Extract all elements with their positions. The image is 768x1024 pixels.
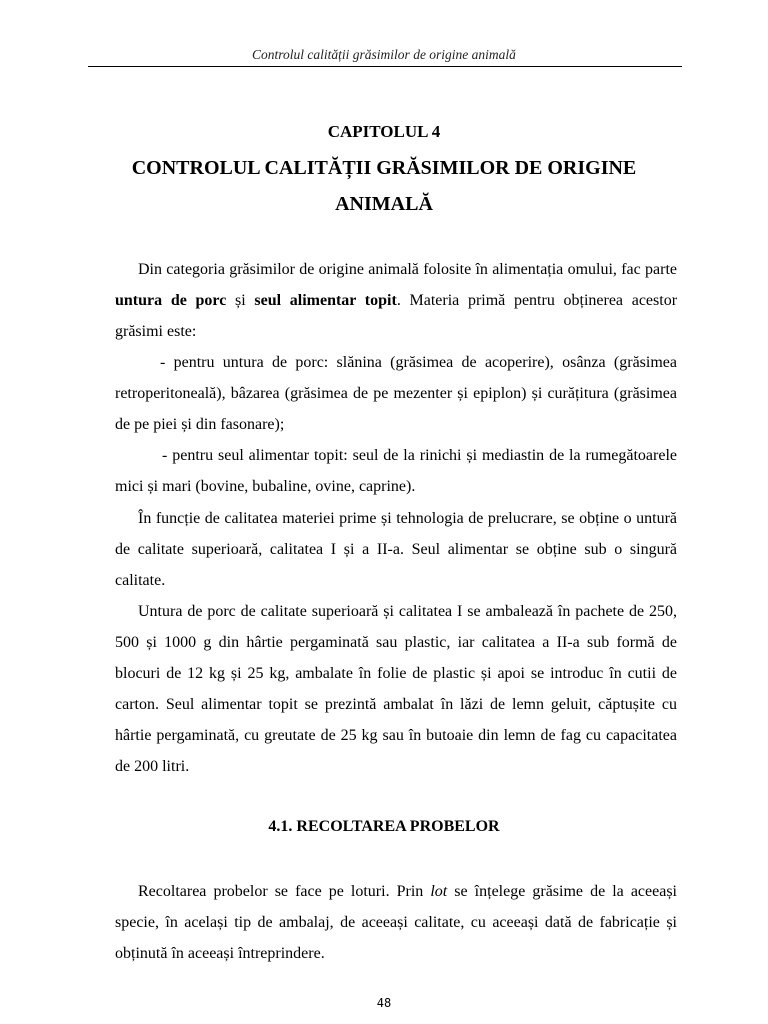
list: [115, 347, 677, 440]
section-paragraph: [115, 876, 677, 969]
paragraph-ambalare: Untura de porc de calitate superioară și calitatea I se ambalează în pachete de 250, 500 și 1000 g din hârtie pergaminată sau plastic, iar calitatea a II-a sub formă de blocuri de 12 kg și 25 kg, ambalate în folie de plastic și apoi se introduc în cutii de carton. Seul alimentar topit se prezintă ambalat în lăzi de lemn geluit, căptușite cu hârtie pergaminată, cu greutate de 25 kg sau în butoaie din lemn de fag cu capacitatea de 200 litri.: [115, 603, 677, 775]
chapter-label: CAPITOLUL 4: [327, 122, 441, 141]
paragraph-calitate: În funcție de calitatea materiei prime și tehnologia de prelucrare, se obține o untură de calitate superioară, calitatea I și a II-a. Seul alimentar se obține sub o singură calitate.: [115, 510, 677, 589]
page-number: 48: [376, 996, 392, 1010]
body-text-section: [115, 876, 677, 969]
chapter-title: CONTROLUL CALITĂȚII GRĂSIMILOR DE ORIGINE ANIMALĂ: [131, 157, 637, 215]
section-text-a: Recoltarea probelor se face pe loturi. Prin: [138, 883, 431, 900]
body-text-top: [115, 254, 677, 347]
intro-text-c: și: [226, 292, 255, 309]
running-header: Controlul calității grăsimilor de origine animală: [252, 47, 516, 62]
section-heading: 4.1. RECOLTAREA PROBELOR: [268, 818, 500, 835]
intro-bold-seul: seul alimentar topit: [254, 292, 397, 309]
body-text-middle: [115, 503, 677, 782]
section-text-b: se înțelege grăsime de la aceeași specie, în același tip de ambalaj, de aceeași calitate, cu aceeași dată de fabricație și obținută în aceeași întreprindere.: [115, 883, 677, 962]
list-item-seul: - pentru seul alimentar topit: seul de la rinichi și mediastin de la rumegătoarele mici și mari (bovine, bubaline, ovine, caprine).: [115, 447, 677, 495]
header-rule: [88, 66, 682, 67]
list-2: [115, 440, 677, 502]
intro-paragraph: [115, 254, 677, 347]
intro-text-d: . Materia primă pentru obținerea acestor grăsimi este:: [115, 292, 678, 340]
section-term-lot: lot: [430, 883, 448, 900]
intro-bold-untura: untura de porc: [115, 292, 227, 309]
intro-text-a: Din categoria grăsimilor de origine animală folosite în alimentația omului, fac parte: [138, 261, 677, 278]
list-item-untura: - pentru untura de porc: slănina (grăsimea de acoperire), osânza (grăsimea retroperitoneală), bâzarea (grăsimea de pe mezenter și epiplon) și curățitura (grăsimea de pe piei și din fasonare);: [115, 354, 677, 433]
